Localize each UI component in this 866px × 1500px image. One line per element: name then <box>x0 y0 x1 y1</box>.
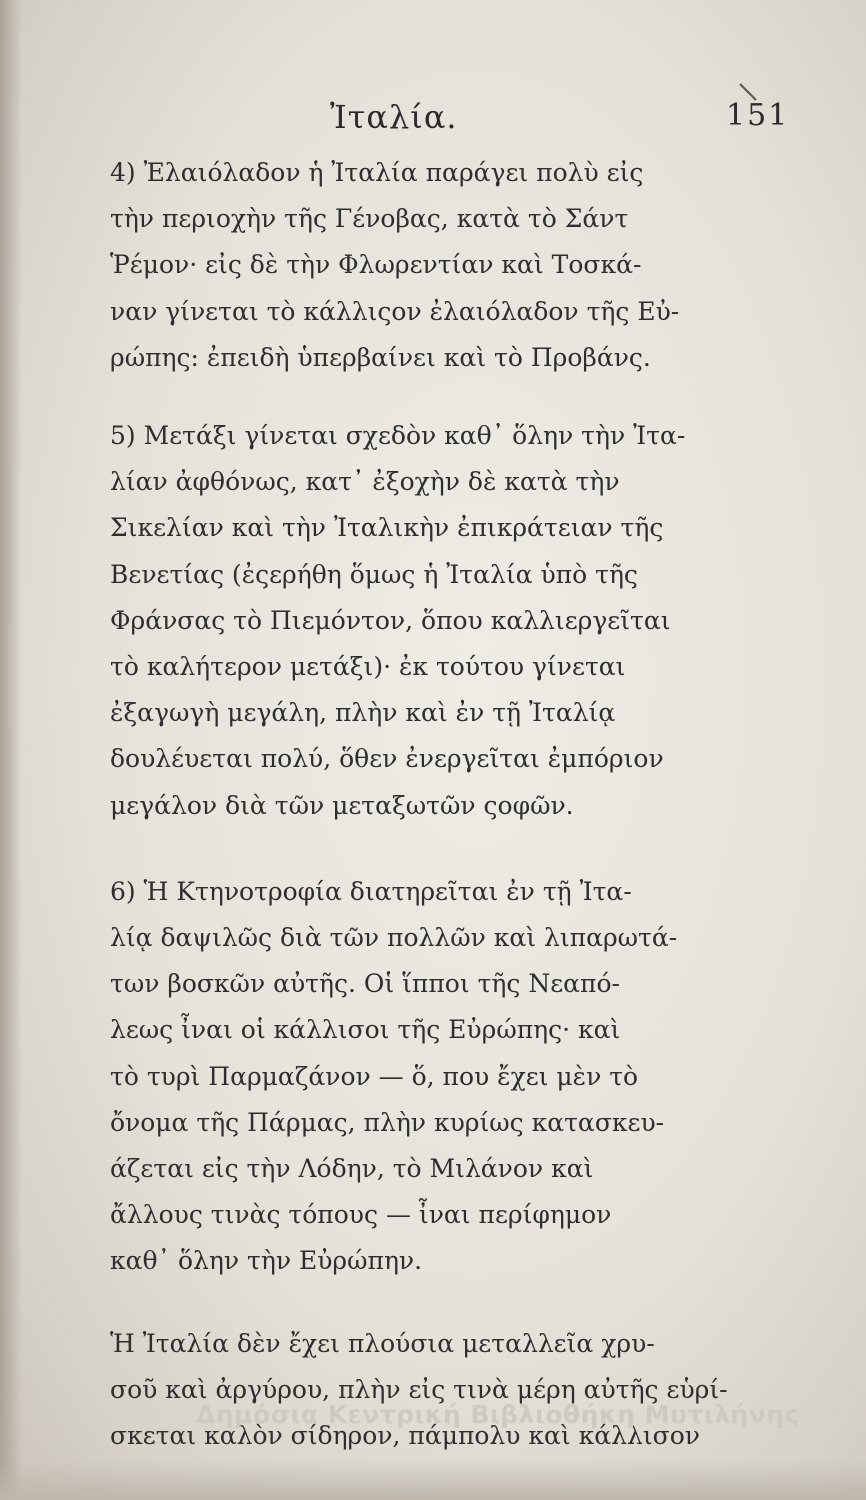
text-line: τὴν περιοχὴν τῆς Γένοβας, κατὰ τὸ Σάντ <box>110 204 629 234</box>
text-line: Ἡ Ἰταλία δὲν ἔχει πλούσια μεταλλεῖα χρυ- <box>110 1328 655 1358</box>
text-line: μεγάλον διὰ τῶν μεταξωτῶν ςοφῶν. <box>110 790 574 820</box>
page-header <box>0 98 866 138</box>
text-line: λεως ἶναι οἱ κάλλισοι τῆς Εὐρώπης· καὶ <box>110 1015 621 1045</box>
page-number: 151 <box>726 98 790 133</box>
paragraph-metals <box>110 1321 750 1460</box>
text-line: άζεται εἰς τὴν Λόδην, τὸ Μιλάνον καὶ <box>110 1154 594 1184</box>
page-bottom-shadow <box>0 1460 866 1500</box>
running-head: Ἰταλία. <box>330 98 458 136</box>
text-line: ἐξαγωγὴ μεγάλη, πλὴν καὶ ἐν τῇ Ἰταλίᾳ <box>110 698 616 728</box>
page-body <box>110 150 750 1459</box>
text-line: ὄνομα τῆς Πάρμας, πλὴν κυρίως κατασκευ- <box>110 1107 665 1137</box>
library-watermark: Δημόσια Κεντρική Βιβλιοθήκη Μυτιλήνης <box>196 1400 800 1429</box>
text-line: λίαν ἀφθόνως, κατ᾽ ἐξοχὴν δὲ κατὰ τὴν <box>110 467 620 497</box>
page-gutter-shadow <box>0 0 22 1500</box>
paragraph-silk <box>110 413 750 829</box>
text-line: δουλέυεται πολύ, ὅθεν ἐνεργεῖται ἐμπόριον <box>110 744 664 774</box>
text-line: Φράνσας τὸ Πιεμόντον, ὅπου καλλιεργεῖται <box>110 605 671 635</box>
text-line: σκεται καλὸν σίδηρον, πάμπολυ καὶ κάλλισον <box>110 1421 700 1451</box>
paragraph-olive-oil <box>110 150 750 381</box>
text-line: ναν γίνεται τὸ κάλλιςον ἐλαιόλαδον τῆς Εὐ- <box>110 296 680 326</box>
text-line: καθ᾽ ὅλην τὴν Εὐρώπην. <box>110 1246 423 1276</box>
text-line: λίᾳ δαψιλῶς διὰ τῶν πολλῶν καὶ λιπαρωτά- <box>110 923 678 953</box>
text-line: Σικελίαν καὶ τὴν Ἰταλικὴν ἐπικράτειαν τῆς <box>110 513 664 543</box>
text-line: ἄλλους τινὰς τόπους — ἶναι περίφημον <box>110 1200 612 1230</box>
text-line: 4) Ἐλαιόλαδον ἡ Ἰταλία παράγει πολὺ εἰς <box>110 158 644 187</box>
text-line: τὸ τυρὶ Παρμαζάνον — ὅ, που ἔχει μὲν τὸ <box>110 1061 639 1091</box>
text-line: 5) Μετάξι γίνεται σχεδὸν καθ᾽ ὅλην τὴν Ἰτα- <box>110 421 686 451</box>
text-line: σοῦ καὶ ἀργύρου, πλὴν εἰς τινὰ μέρη αὐτῆς εὑρί- <box>110 1374 728 1404</box>
text-line: τὸ καλήτερον μετάξι)· ἐκ τούτου γίνεται <box>110 652 626 682</box>
text-line: Βενετίας (ἐςερήθη ὅμως ἡ Ἰταλία ὑπὸ τῆς <box>110 559 638 589</box>
paragraph-livestock <box>110 869 750 1285</box>
text-line: Ῥέμον· εἰς δὲ τὴν Φλωρεντίαν καὶ Τοσκά- <box>110 250 642 280</box>
text-line: των βοσκῶν αὐτῆς. Οἱ ἵπποι τῆς Νεαπό- <box>110 969 620 999</box>
text-line: 6) Ἡ Κτηνοτροφία διατηρεῖται ἐν τῇ Ἰτα- <box>110 876 632 906</box>
text-line: ρώπης: ἐπειδὴ ὑπερβαίνει καὶ τὸ Προβάνς. <box>110 342 651 372</box>
